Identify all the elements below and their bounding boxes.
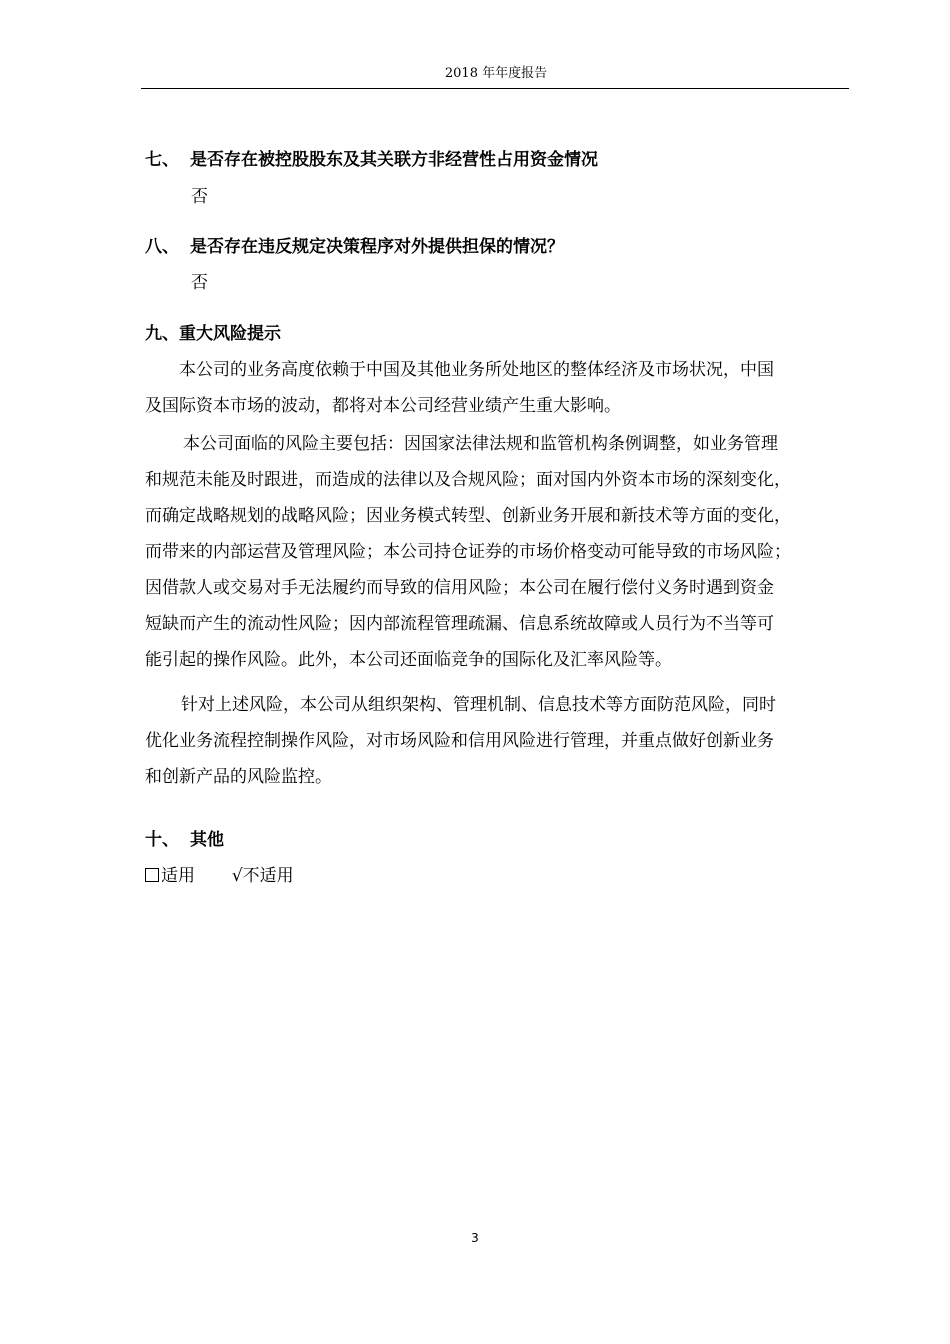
section-9-heading: 九、重大风险提示	[145, 324, 281, 344]
header-divider	[141, 88, 849, 89]
risk-paragraph-3	[145, 687, 850, 795]
option-not-applicable: √不适用	[231, 866, 294, 886]
section-7-answer: 否	[191, 187, 208, 207]
paragraph-line: 本公司的业务高度依赖于中国及其他业务所处地区的整体经济及市场状况，中国	[179, 360, 774, 380]
paragraph-line: 而确定战略规划的战略风险；因业务模式转型、创新业务开展和新技术等方面的变化，	[145, 506, 791, 526]
paragraph-line: 针对上述风险，本公司从组织架构、管理机制、信息技术等方面防范风险，同时	[181, 695, 776, 715]
option-applicable: 适用	[161, 866, 195, 886]
section-7-title: 是否存在被控股股东及其关联方非经营性占用资金情况	[190, 150, 598, 170]
section-7-number: 七、	[145, 150, 179, 170]
section-10-heading	[145, 830, 224, 850]
applicability-options	[145, 866, 294, 886]
page-number: 3	[471, 1231, 479, 1245]
section-7-heading	[145, 150, 598, 170]
section-8-heading	[145, 237, 564, 257]
section-8-answer: 否	[191, 273, 208, 293]
section-10-title: 其他	[190, 830, 224, 850]
checkbox-icon	[145, 868, 159, 882]
section-8-title: 是否存在违反规定决策程序对外提供担保的情况？	[190, 237, 564, 257]
paragraph-line: 而带来的内部运营及管理风险；本公司持仓证券的市场价格变动可能导致的市场风险；	[145, 542, 791, 562]
paragraph-line: 能引起的操作风险。此外，本公司还面临竞争的国际化及汇率风险等。	[145, 650, 672, 670]
paragraph-line: 及国际资本市场的波动，都将对本公司经营业绩产生重大影响。	[145, 396, 621, 416]
paragraph-line: 优化业务流程控制操作风险，对市场风险和信用风险进行管理，并重点做好创新业务	[145, 731, 774, 751]
section-8-number: 八、	[145, 237, 179, 257]
paragraph-line: 因借款人或交易对手无法履约而导致的信用风险；本公司在履行偿付义务时遇到资金	[145, 578, 774, 598]
paragraph-line: 本公司面临的风险主要包括：因国家法律法规和监管机构条例调整，如业务管理	[183, 434, 778, 454]
section-10-number: 十、	[145, 830, 179, 850]
risk-paragraph-2	[145, 426, 850, 678]
paragraph-line: 短缺而产生的流动性风险；因内部流程管理疏漏、信息系统故障或人员行为不当等可	[145, 614, 774, 634]
risk-paragraph-1	[145, 352, 850, 424]
paragraph-line: 和规范未能及时跟进，而造成的法律以及合规风险；面对国内外资本市场的深刻变化，	[145, 470, 791, 490]
paragraph-line: 和创新产品的风险监控。	[145, 767, 332, 787]
page-header: 2018 年年度报告	[444, 66, 548, 81]
